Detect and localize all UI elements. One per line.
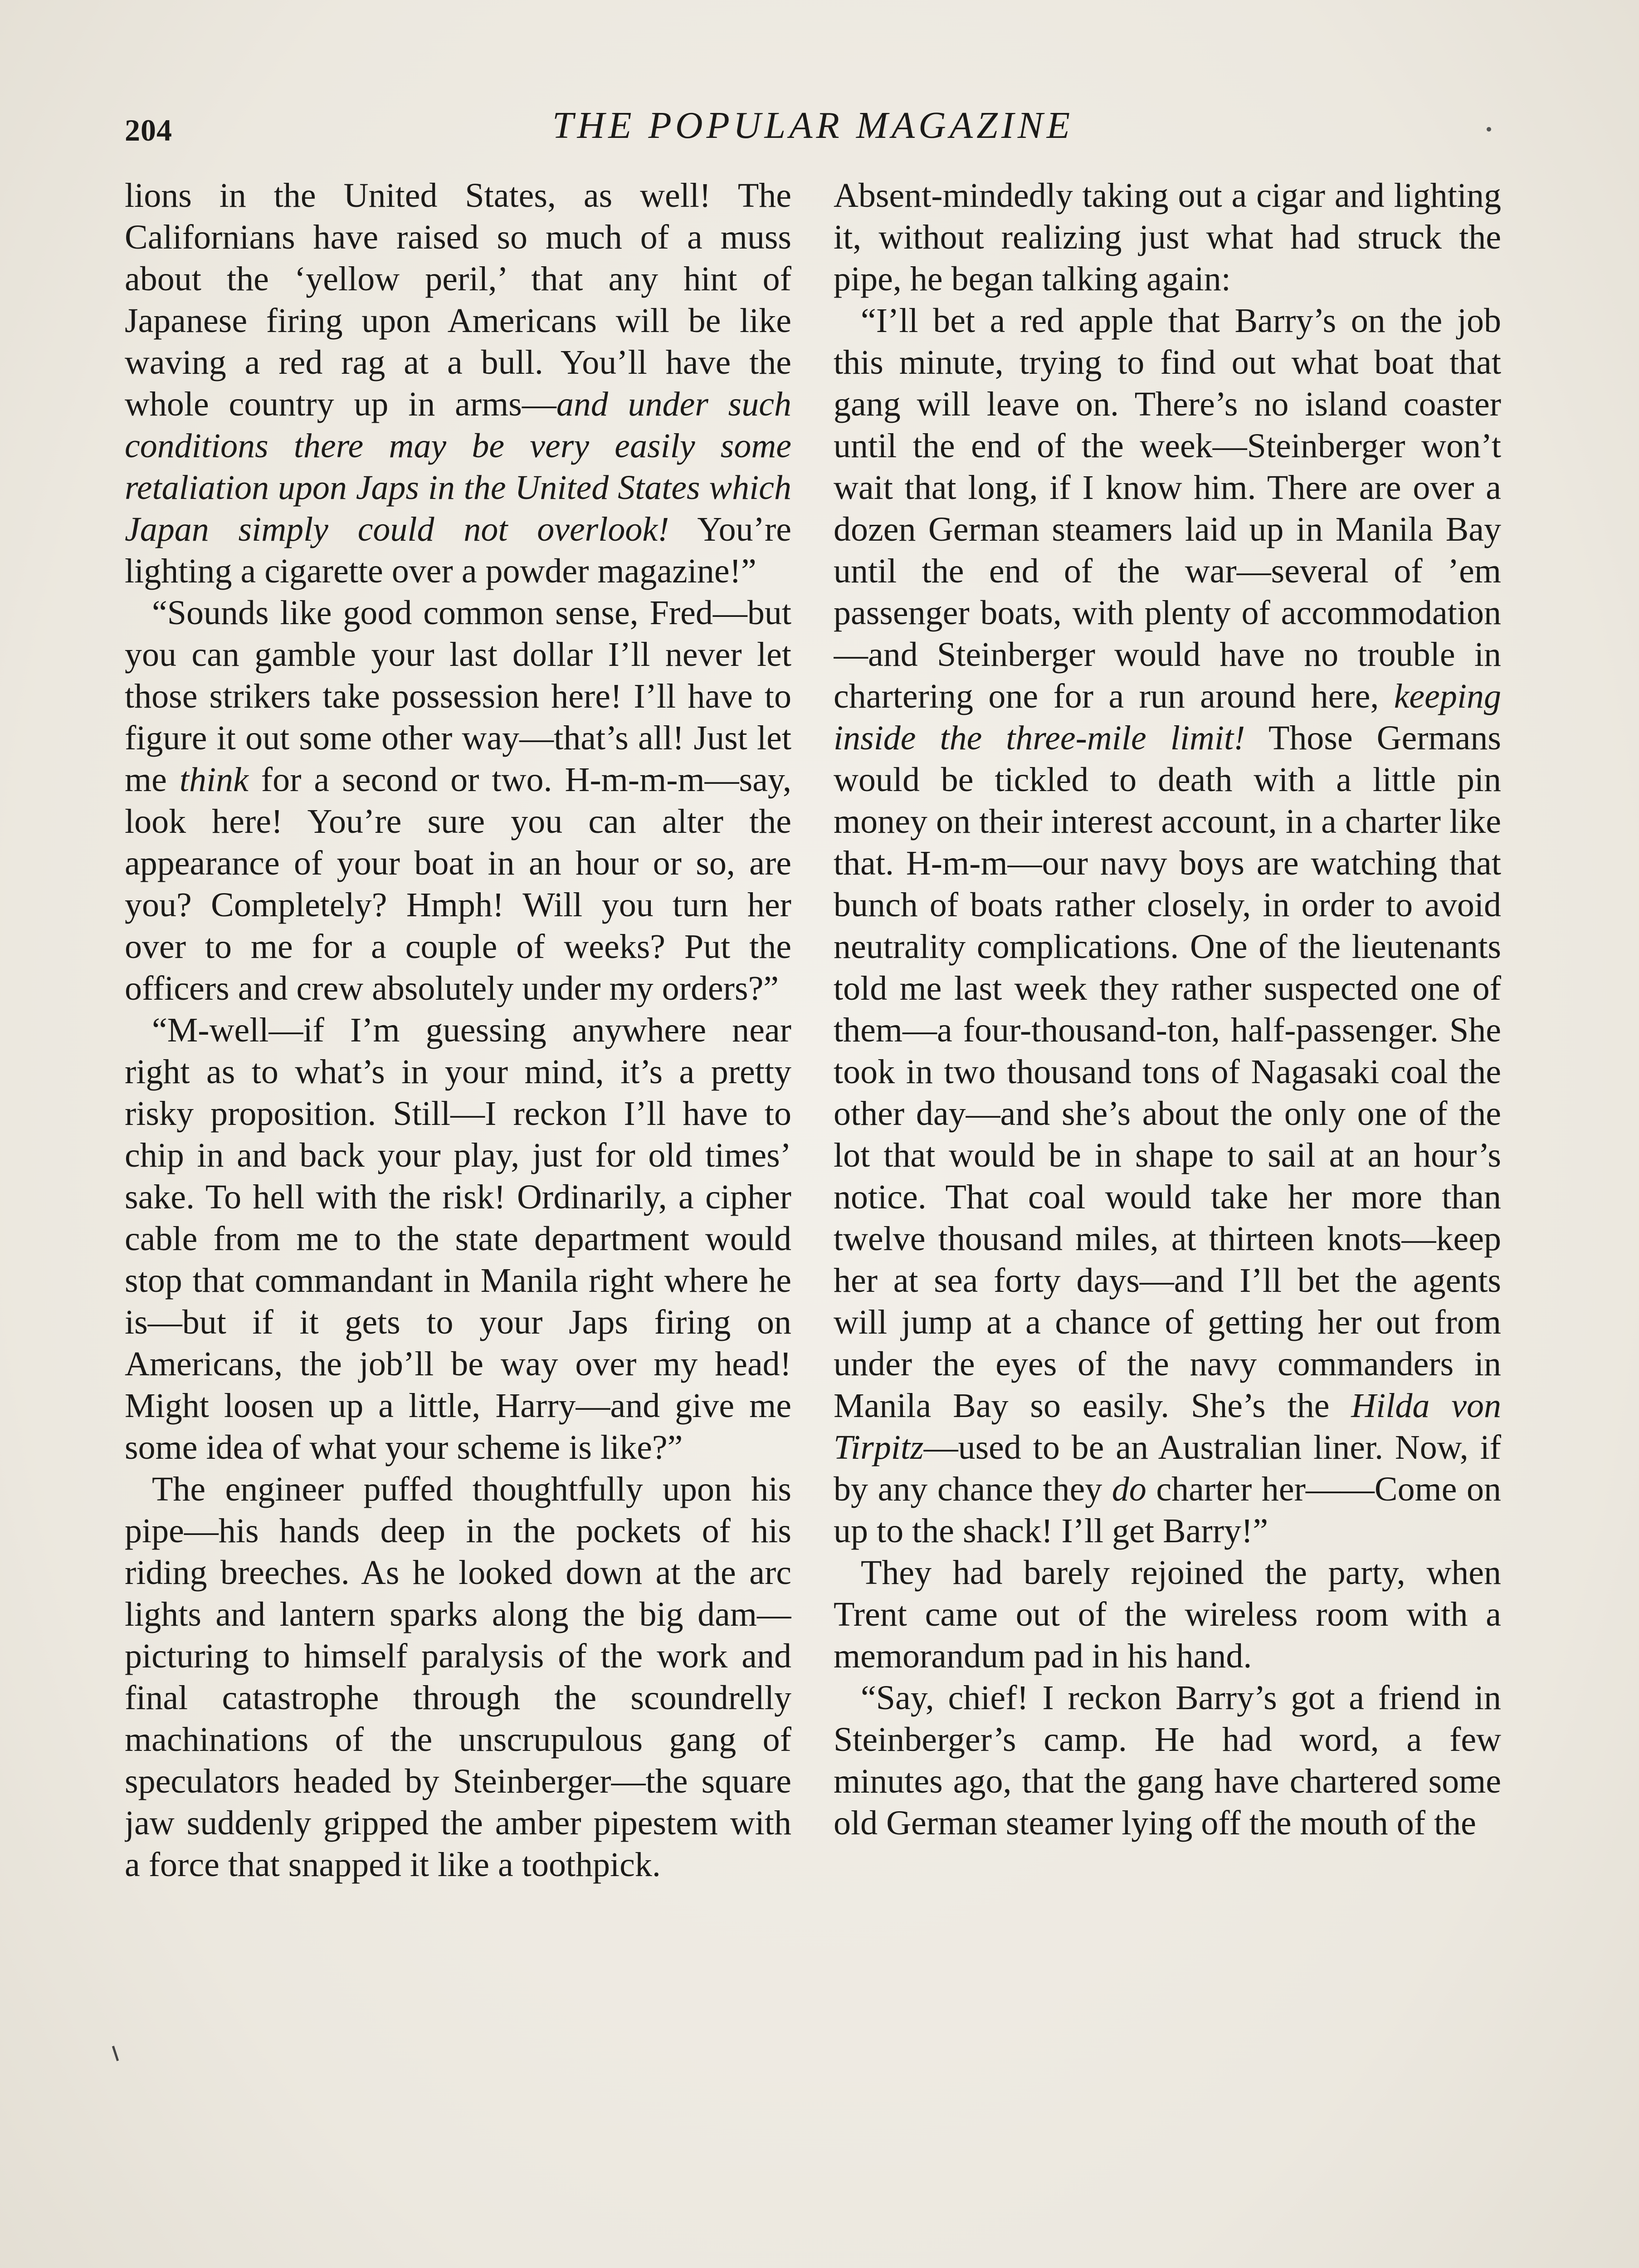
ink-mark bbox=[112, 2046, 119, 2061]
left-paragraph-1 bbox=[125, 175, 791, 592]
running-title: THE POPULAR MAGAZINE bbox=[552, 104, 1074, 147]
text-run: You’re lighting a cigarette over a powder magazine!” bbox=[125, 510, 791, 590]
left-column bbox=[125, 175, 791, 2268]
page-number: 204 bbox=[125, 113, 172, 147]
print-speck bbox=[1487, 127, 1491, 132]
left-paragraph-4 bbox=[125, 1468, 791, 1886]
text-run: Absent-mindedly taking out a cigar and lighting it, without realizing just what had struck the pipe, he began talking again: bbox=[834, 176, 1501, 298]
left-paragraph-3 bbox=[125, 1009, 791, 1468]
right-column bbox=[834, 175, 1501, 2268]
left-paragraph-2 bbox=[125, 592, 791, 1009]
italic-text-run: keeping inside the three-mile limit! bbox=[834, 677, 1501, 757]
text-run: “Sounds like good common sense, Fred—but you can gamble your last dollar I’ll never let those strikers take possession here! I’ll have to figure it out some other way—that’s all! Just let me bbox=[125, 594, 791, 799]
text-run: —used to be an Australian liner. Now, if by any chance they bbox=[834, 1428, 1501, 1508]
italic-text-run: do bbox=[1112, 1470, 1146, 1508]
text-run: for a second or two. H-m-m-m—say, look here! You’re sure you can alter the appearance of your boat in an hour or so, are you? Completely? Hmph! Will you turn her over to me for a couple of weeks? Put the officers and crew absolutely under my orders?” bbox=[125, 761, 791, 1007]
italic-text-run: and under such conditions there may be very easily some retaliation upon Japs in the United States which Japan simply could not overlook! bbox=[125, 385, 791, 548]
page-header bbox=[125, 103, 1501, 153]
text-run: lions in the United States, as well! The Californians have raised so much of a muss about the ‘yellow peril,’ that any hint of Japanese firing upon Americans will be like waving a red rag at a bull. You’ll have the whole country up in arms— bbox=[125, 176, 791, 423]
text-run: “I’ll bet a red apple that Barry’s on the job this minute, trying to find out what boat that gang will leave on. There’s no island coaster until the end of the week—Steinberger won’t wait that long, if I know him. There are over a dozen German steamers laid up in Manila Bay until the end of the war—several of ’em passenger boats, with plenty of accommodation—and Steinberger would have no trouble in chartering one for a run around here, bbox=[834, 302, 1501, 715]
right-paragraph-2 bbox=[834, 300, 1501, 1552]
text-run: charter her——Come on up to the shack! I’ll get Barry!” bbox=[834, 1470, 1501, 1550]
text-run: They had barely rejoined the party, when Trent came out of the wireless room with a memorandum pad in his hand. bbox=[834, 1554, 1501, 1675]
text-run: Those Germans would be tickled to death with a little pin money on their interest account, in a charter like that. H-m-m—our navy boys are watching that bunch of boats rather closely, in order to avoid neutrality complications. One of the lieutenants told me last week they rather suspected one of them—a four-thousand-ton, half-passenger. She took in two thousand tons of Nagasaki coal the other day—and she’s about the only one of the lot that would be in shape to sail at an hour’s notice. That coal would take her more than twelve thousand miles, at thirteen knots—keep her at sea forty days—and I’ll bet the agents will jump at a chance of getting her out from under the eyes of the navy commanders in Manila Bay so easily. She’s the bbox=[834, 719, 1501, 1425]
italic-text-run: think bbox=[179, 761, 249, 799]
italic-text-run: Hilda von Tirpitz bbox=[834, 1387, 1501, 1466]
text-run: “M-well—if I’m guessing anywhere near right as to what’s in your mind, it’s a pretty risky proposition. Still—I reckon I’ll have to chip in and back your play, just for old times’ sake. To hell with the risk! Ordinarily, a cipher cable from me to the state department would stop that commandant in Manila right where he is—but if it gets to your Japs firing on Americans, the job’ll be way over my head! Might loosen up a little, Harry—and give me some idea of what your scheme is like?” bbox=[125, 1011, 791, 1466]
text-run: The engineer puffed thoughtfully upon his pipe—his hands deep in the pockets of his riding breeches. As he looked down at the arc lights and lantern sparks along the big dam—picturing to himself paralysis of the work and final catastrophe through the scoundrelly machinations of the unscrupulous gang of speculators headed by Steinberger—the square jaw suddenly gripped the amber pipestem with a force that snapped it like a toothpick. bbox=[125, 1470, 791, 1884]
right-paragraph-4 bbox=[834, 1677, 1501, 1844]
right-paragraph-3 bbox=[834, 1552, 1501, 1677]
text-run: “Say, chief! I reckon Barry’s got a friend in Steinberger’s camp. He had word, a few minutes ago, that the gang have chartered some old German steamer lying off the mouth of the bbox=[834, 1679, 1501, 1842]
right-paragraph-1 bbox=[834, 175, 1501, 300]
